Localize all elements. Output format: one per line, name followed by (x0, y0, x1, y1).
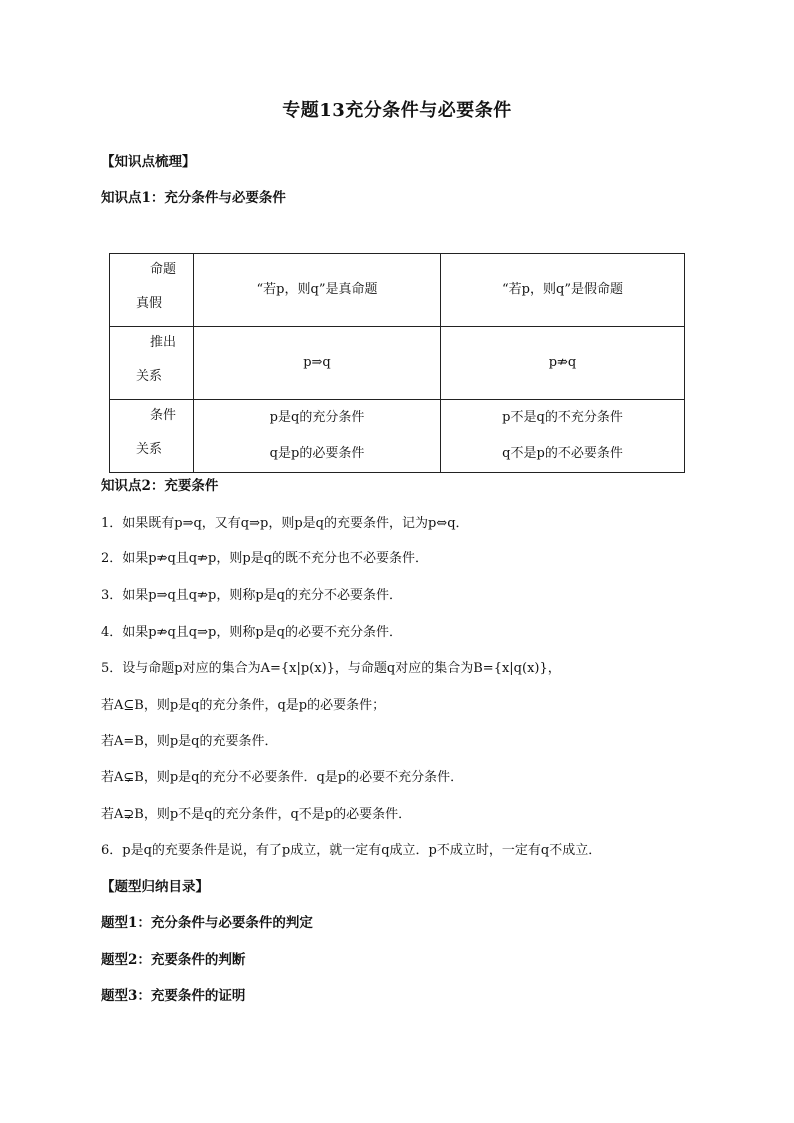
table-cell (194, 254, 441, 327)
row-header-cell (110, 254, 194, 327)
cell-text: q是p的必要条件 (269, 446, 365, 461)
kp2-line: 5．设与命题p对应的集合为A={x|p(x)}，与命题q对应的集合为B={x|q(x)}， (101, 661, 561, 676)
row-header-line: 真假 (136, 296, 163, 311)
question-type-item: 题型3：充要条件的证明 (101, 988, 246, 1004)
section-types-heading: 【题型归纳目录】 (101, 879, 209, 895)
kp2-line: 6．p是q的充要条件是说，有了p成立，就一定有q成立．p不成立时，一定有q不成立． (101, 843, 602, 858)
table-row (110, 400, 685, 473)
question-type-item: 题型2：充要条件的判断 (101, 952, 246, 968)
kp2-line: 若A=B，则p是q的充要条件． (101, 734, 278, 749)
row-header-cell (110, 327, 194, 400)
kp2-line: 若A⊊B，则p是q的充分不必要条件．q是p的必要不充分条件． (101, 770, 464, 785)
kp2-line: 若A⊆B，则p是q的充分条件，q是p的必要条件； (101, 698, 386, 713)
cell-text: p不是q的不充分条件 (502, 410, 623, 425)
row-header-line: 关系 (136, 442, 163, 457)
table-row (110, 327, 685, 400)
page-title: 专题13充分条件与必要条件 (282, 100, 512, 121)
cell-text: p⇒q (303, 355, 331, 370)
table-cell (194, 327, 441, 400)
row-header-cell (110, 400, 194, 473)
cell-text: p⇏q (548, 355, 577, 370)
row-header-line: 推出 (150, 335, 177, 350)
row-header-line: 条件 (150, 408, 177, 423)
section-knowledge-heading: 【知识点梳理】 (101, 154, 196, 170)
cell-text: q不是p的不必要条件 (502, 446, 623, 461)
row-header-line: 命题 (150, 262, 177, 277)
table-cell (441, 400, 685, 473)
cell-text: “若p，则q”是假命题 (502, 282, 623, 297)
kp2-line: 4．如果p⇏q且q⇒p，则称p是q的必要不充分条件． (101, 625, 402, 640)
kp2-line: 若A⊋B，则p不是q的充分条件，q不是p的必要条件． (101, 807, 412, 822)
condition-table (109, 253, 685, 473)
table-row (110, 254, 685, 327)
kp2-line: 3．如果p⇒q且q⇏p，则称p是q的充分不必要条件． (101, 588, 402, 603)
table-cell (194, 400, 441, 473)
kp2-line: 1．如果既有p⇒q，又有q⇒p，则p是q的充要条件，记为p⇔q． (101, 516, 469, 531)
question-type-item: 题型1：充分条件与必要条件的判定 (101, 915, 313, 931)
row-header-line: 关系 (136, 369, 163, 384)
kp2-line: 2．如果p⇏q且q⇏p，则p是q的既不充分也不必要条件． (101, 551, 428, 566)
table-cell (441, 327, 685, 400)
knowledge-point-1-heading: 知识点1：充分条件与必要条件 (101, 190, 286, 206)
table-cell (441, 254, 685, 327)
knowledge-point-2-heading: 知识点2：充要条件 (101, 478, 219, 494)
cell-text: “若p，则q”是真命题 (256, 282, 378, 297)
cell-text: p是q的充分条件 (269, 410, 365, 425)
